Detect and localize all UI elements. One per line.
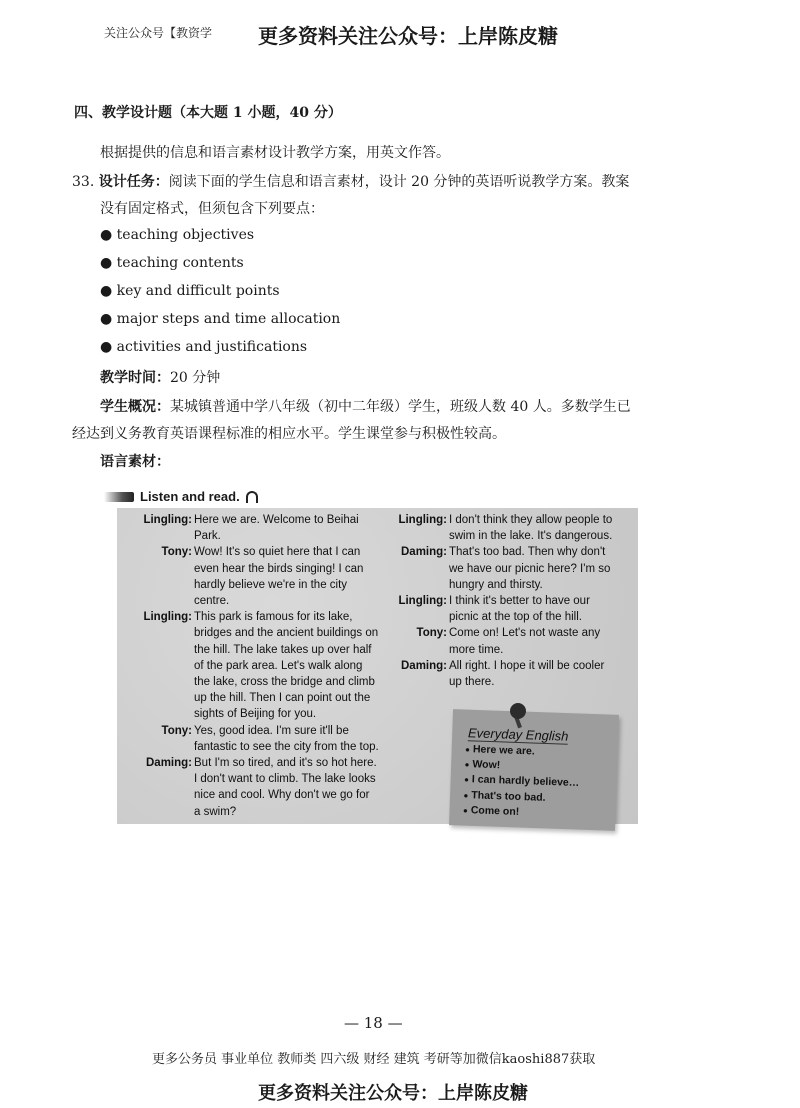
utterance-line: But I'm so tired, and it's so hot here. [194, 757, 377, 770]
utterance-line: Yes, good idea. I'm sure it'll be [194, 724, 349, 737]
bullet-text: activities and justifications [116, 339, 308, 355]
student-profile-line-1 [100, 397, 690, 417]
utterance [449, 593, 624, 625]
pushpin-icon [510, 703, 526, 719]
utterance-line: up there. [449, 676, 495, 689]
bullet-item: ● activities and justifications [100, 339, 308, 355]
utterance-line: I think it's better to have our [449, 595, 590, 608]
speaker-name: Lingling: [398, 595, 447, 608]
dialogue-turn [117, 609, 387, 722]
dialogue-turn [392, 625, 624, 657]
speaker-name: Tony: [416, 627, 447, 640]
phrase-item: ● That's too bad. [463, 788, 579, 807]
utterance-line: hardly believe we're in the city [194, 578, 348, 591]
phrase-item: ● Wow! [464, 757, 580, 776]
utterance [194, 723, 387, 755]
speaker-name: Lingling: [143, 514, 192, 526]
phrase-item: ● I can hardly believe… [464, 772, 580, 791]
speaker-name: Tony: [161, 724, 192, 737]
footer-watermark: 更多资料关注公众号：上岸陈皮糖 [258, 1083, 528, 1104]
page-number: — 18 — [344, 1014, 403, 1032]
utterance-line: of the park area. Let's walk along [194, 659, 363, 672]
utterance-line: All right. I hope it will be cooler [449, 659, 605, 672]
utterance-line: centre. [194, 595, 230, 608]
utterance-line: the lake, cross the bridge and climb [194, 676, 375, 689]
utterance-line: picnic at the top of the hill. [449, 611, 582, 624]
section-intro: 根据提供的信息和语言素材设计教学方案，用英文作答。 [100, 145, 450, 161]
speaker-name: Daming: [401, 546, 447, 559]
utterance-line: sights of Beijing for you. [194, 708, 317, 721]
header-watermark-small: 关注公众号【教资学 [104, 26, 213, 40]
dialogue-right-column [392, 512, 624, 690]
speaker-name: Lingling: [143, 611, 192, 624]
section-title: 四、教学设计题（本大题 1 小题，40 分） [74, 105, 342, 121]
dialogue-turn [392, 544, 624, 593]
utterance-line: Park. [194, 530, 221, 543]
time-label: 教学时间： [100, 370, 170, 386]
speaker-name: Daming: [146, 757, 192, 770]
teaching-time [100, 368, 220, 388]
utterance-line: That's too bad. Then why don't [449, 546, 606, 559]
utterance-line: I don't think they allow people to [449, 514, 613, 526]
utterance [194, 755, 387, 820]
speaker-name: Daming: [401, 659, 447, 672]
bullet-item: ● key and difficult points [100, 283, 280, 299]
profile-label: 学生概况： [100, 399, 170, 415]
utterance-line: the hill. The lake takes up over half [194, 643, 372, 656]
dialogue-turn [117, 755, 387, 820]
utterance-line: Here we are. Welcome to Beihai [194, 514, 359, 526]
bullet-text: teaching contents [116, 255, 244, 271]
utterance [449, 625, 624, 657]
phrase-item: ● Here we are. [465, 742, 581, 761]
dialogue-left-column [117, 512, 387, 820]
time-value: 20 分钟 [170, 370, 221, 386]
dialogue-turn [392, 658, 624, 690]
profile-text-1: 某城镇普通中学八年级（初中二年级）学生，班级人数 40 人。多数学生已 [170, 399, 631, 415]
phrase-item: ● Come on! [463, 803, 579, 822]
profile-text-2: 经达到义务教育英语课程标准的相应水平。学生课堂参与积极性较高。 [72, 426, 506, 442]
utterance-line: we have our picnic here? I'm so [449, 562, 611, 575]
material-label: 语言素材： [100, 454, 170, 470]
footer-ad: 更多公务员 事业单位 教师类 四六级 财经 建筑 考研等加微信kaoshi887获取 [152, 1052, 596, 1067]
bullet-text: teaching objectives [116, 227, 255, 243]
utterance-line: This park is famous for its lake, [194, 611, 353, 624]
bullet-text: major steps and time allocation [116, 311, 341, 327]
heading-bar [104, 492, 134, 502]
dialogue-turn [117, 512, 387, 544]
bullet-item: ● major steps and time allocation [100, 311, 341, 327]
task-label: 设计任务： [98, 174, 169, 190]
listen-and-read-heading [104, 489, 258, 504]
utterance-line: up the hill. Then I can point out the [194, 692, 371, 705]
utterance-line: hungry and thirsty. [449, 578, 543, 591]
utterance [194, 609, 387, 722]
dialogue-turn [392, 593, 624, 625]
utterance-line: I don't want to climb. The lake looks [194, 773, 376, 786]
bullet-text: key and difficult points [116, 283, 280, 299]
utterance [194, 544, 387, 609]
utterance [194, 512, 387, 544]
utterance-line: Come on! Let's not waste any [449, 627, 601, 640]
question-number: 33. [72, 174, 95, 190]
dialogue-turn [392, 512, 624, 544]
bullet-item: ● teaching contents [100, 255, 244, 271]
bullet-item: ● teaching objectives [100, 227, 255, 243]
speaker-name: Tony: [161, 546, 192, 559]
utterance-line: swim in the lake. It's dangerous. [449, 530, 613, 543]
task-text-2: 没有固定格式，但须包含下列要点： [100, 201, 324, 217]
headphone-icon [246, 491, 258, 503]
utterance-line: more time. [449, 643, 504, 656]
everyday-english-list [463, 742, 581, 822]
speaker-name: Lingling: [398, 514, 447, 526]
task-text-1: 阅读下面的学生信息和语言素材，设计 20 分钟的英语听说教学方案。教案 [168, 174, 630, 190]
heading-text: Listen and read. [140, 489, 240, 504]
dialogue-turn [117, 544, 387, 609]
utterance [449, 544, 624, 593]
utterance-line: even hear the birds singing! I can [194, 562, 364, 575]
utterance [449, 658, 624, 690]
utterance-line: a swim? [194, 805, 237, 818]
header-watermark: 更多资料关注公众号：上岸陈皮糖 [258, 24, 558, 48]
utterance-line: Wow! It's so quiet here that I can [194, 546, 361, 559]
utterance [449, 512, 624, 544]
everyday-english-title: Everyday English [467, 725, 569, 744]
utterance-line: nice and cool. Why don't we go for [194, 789, 370, 802]
dialogue-turn [117, 723, 387, 755]
utterance-line: fantastic to see the city from the top. [194, 740, 379, 753]
question-line-1 [72, 172, 712, 192]
utterance-line: bridges and the ancient buildings on [194, 627, 379, 640]
